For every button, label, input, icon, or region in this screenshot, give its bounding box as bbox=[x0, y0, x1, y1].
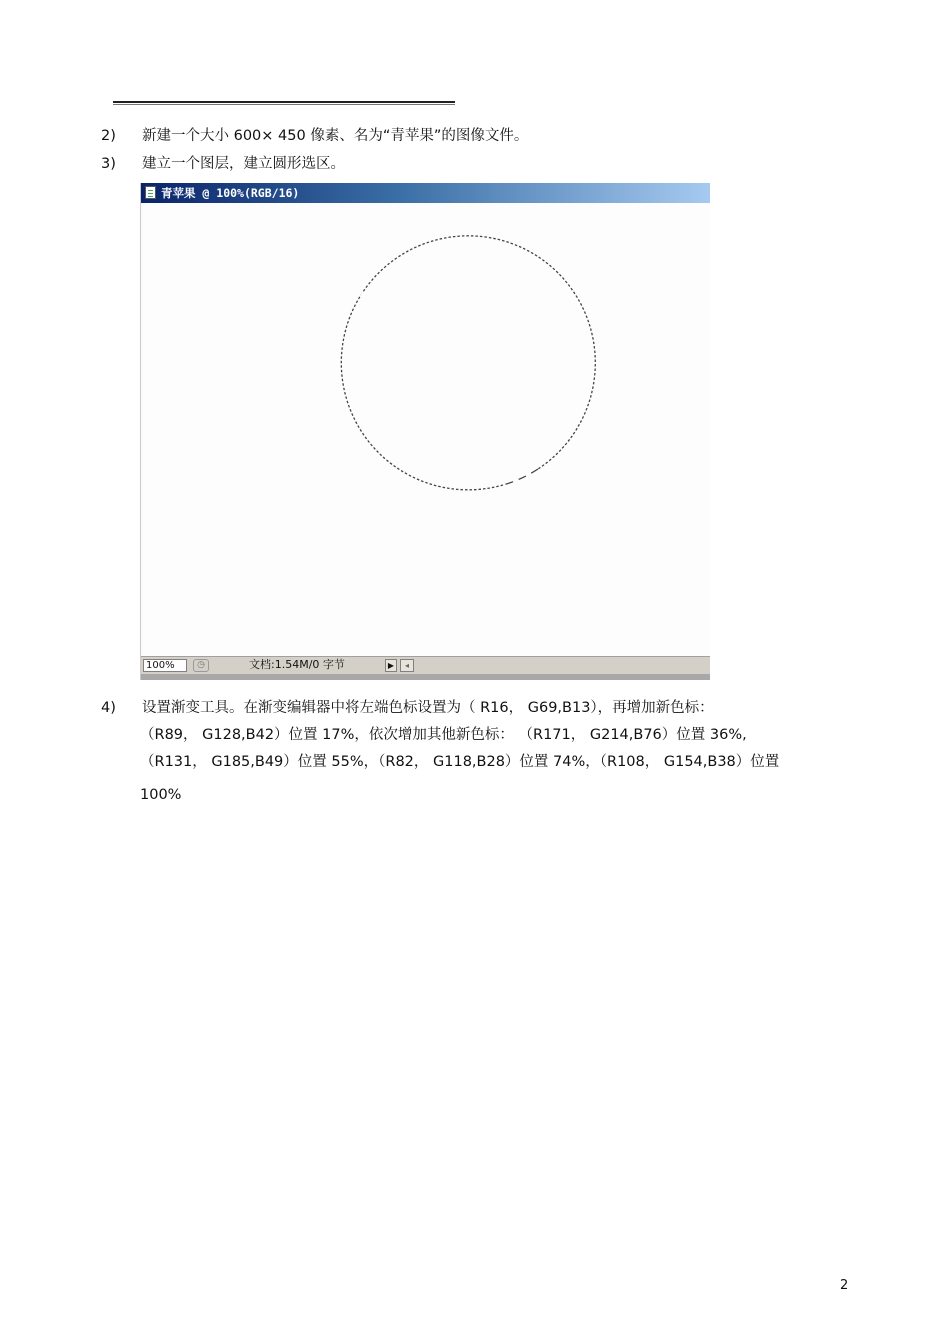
marquee-dotted-arc bbox=[341, 236, 595, 490]
image-canvas[interactable] bbox=[143, 203, 710, 656]
status-bar bbox=[141, 656, 710, 674]
window-titlebar[interactable] bbox=[141, 183, 710, 203]
step-text: 建立一个图层，建立圆形选区。 bbox=[142, 156, 345, 172]
marquee-dashed-arc bbox=[503, 469, 538, 485]
navigator-icon[interactable]: ◷ bbox=[193, 659, 209, 672]
step-text-line-2: （R89， G128,B42）位置 17%，依次增加其他新色标： （R171， G214,B76）位置 36%, bbox=[140, 727, 747, 743]
step-number: 3) bbox=[101, 156, 116, 172]
document-size-info: 文档:1.54M/0 字节 bbox=[249, 658, 345, 671]
window-title: 青苹果 @ 100%(RGB/16) bbox=[161, 186, 300, 200]
step-text-line-1: 设置渐变工具。在渐变编辑器中将左端色标设置为（ R16， G69,B13），再增加新色标： bbox=[142, 700, 714, 716]
status-menu-arrow-icon[interactable]: ▶ bbox=[385, 659, 397, 672]
step-text-line-3: （R131， G185,B49）位置 55%，（R82， G118,B28）位置 74%，（R108， G154,B38）位置 bbox=[140, 754, 780, 770]
step-number: 2) bbox=[101, 128, 116, 144]
zoom-field[interactable]: 100% bbox=[143, 659, 187, 672]
step-number: 4) bbox=[101, 700, 116, 716]
circular-selection-marquee bbox=[143, 203, 710, 656]
window-bottom-edge bbox=[141, 674, 710, 680]
step-text-line-4: 100% bbox=[140, 787, 182, 803]
photoshop-document-window bbox=[140, 183, 709, 680]
page-number: 2 bbox=[840, 1278, 849, 1293]
document-icon bbox=[145, 186, 156, 199]
step-text: 新建一个大小 600× 450 像素、名为“青苹果”的图像文件。 bbox=[142, 128, 529, 144]
marquee-gap-left bbox=[361, 268, 403, 295]
scroll-left-arrow-icon[interactable]: ◂ bbox=[400, 659, 414, 672]
top-rule bbox=[113, 101, 455, 105]
